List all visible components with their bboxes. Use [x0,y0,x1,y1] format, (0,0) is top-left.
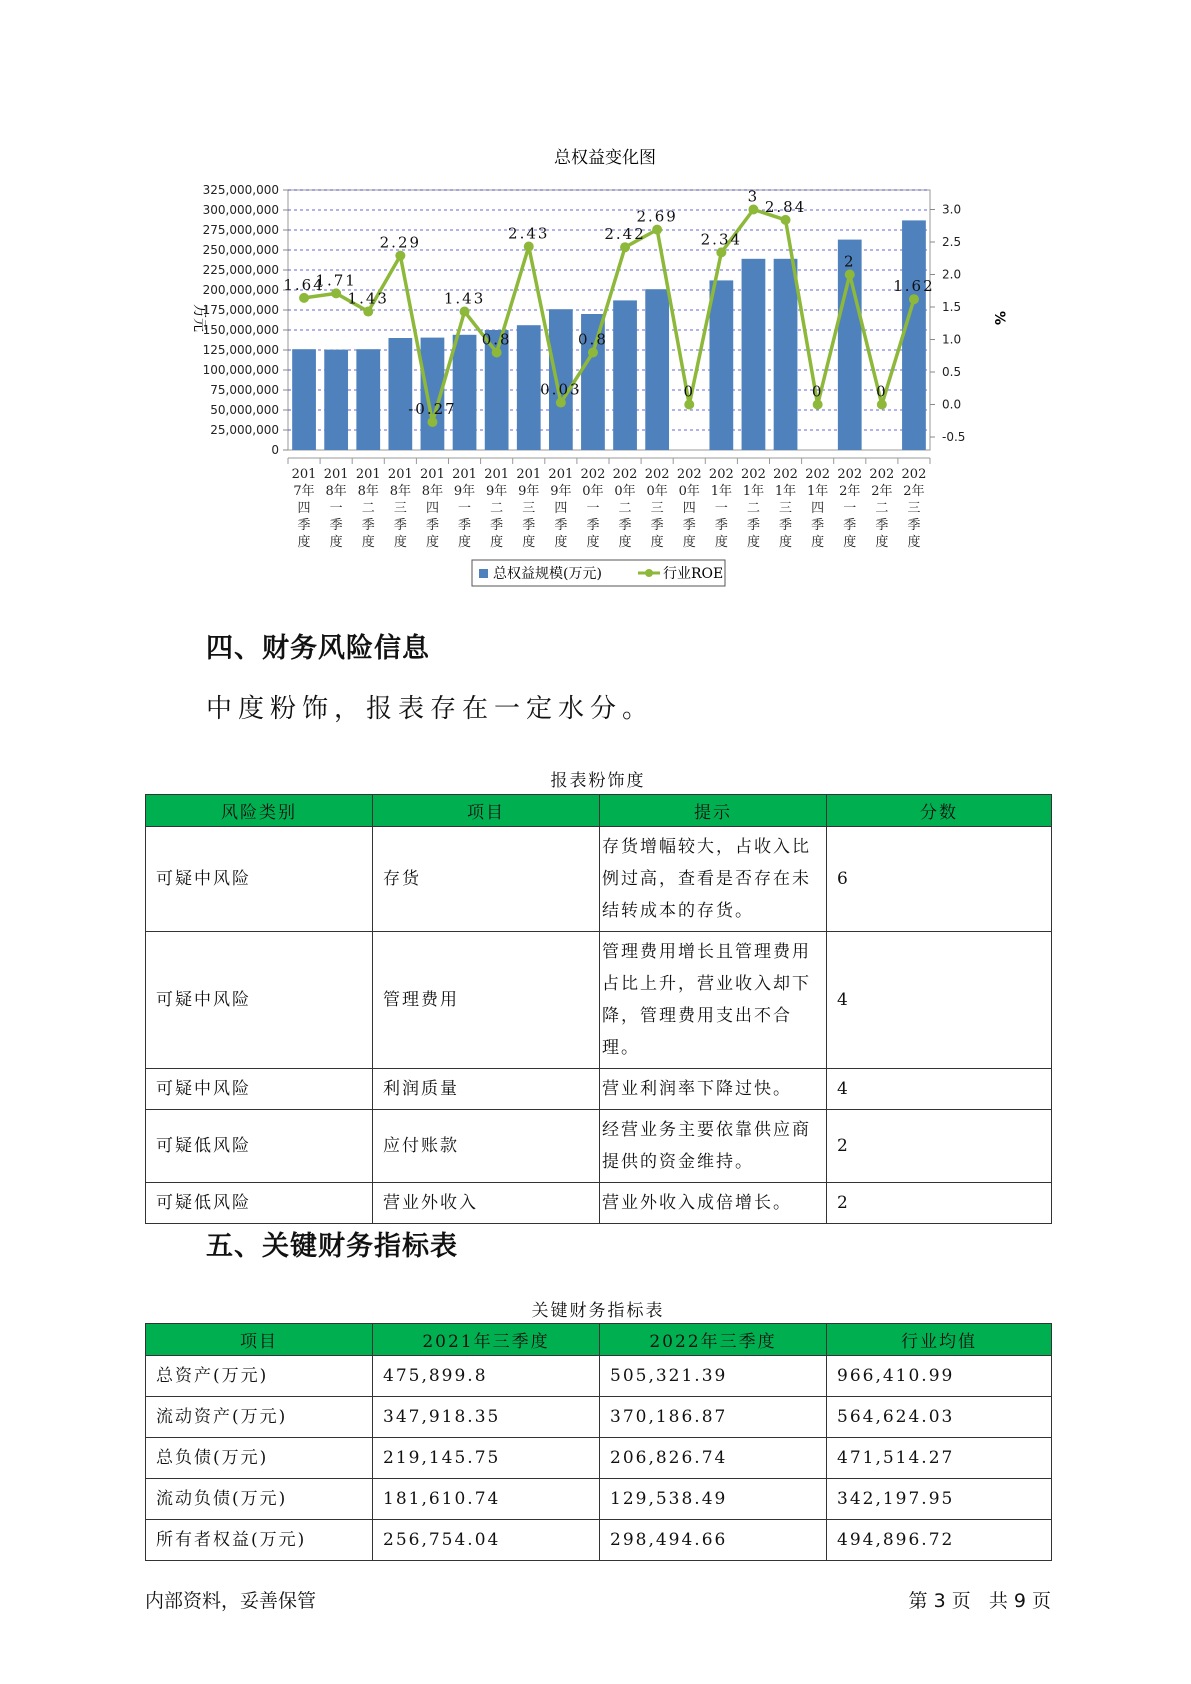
roe-data-label: 2.84 [764,197,807,216]
x-tick-label: 201 [516,467,542,482]
x-tick-label: 一 [843,501,857,516]
risk-table-cell: 可疑中风险 [146,827,373,932]
risk-table-header-cell: 提示 [600,795,827,827]
roe-data-label: 1.62 [893,277,935,296]
roe-point [620,242,630,252]
roe-data-label: 1.64 [283,275,325,294]
roe-data-label: 0 [811,382,824,401]
roe-data-label: 0 [876,382,888,401]
x-tick-label: 201 [323,467,349,482]
x-tick-label: 度 [746,535,760,550]
chart-title: 总权益变化图 [554,148,656,168]
roe-point [813,400,823,410]
x-tick-label: 度 [843,535,857,550]
bar [709,280,733,450]
kpi-table-cell: 494,896.72 [827,1520,1052,1561]
kpi-table-row [146,1520,1052,1561]
roe-point [492,348,502,358]
roe-point [716,247,726,257]
kpi-table-header [146,1324,1052,1356]
risk-table-cell: 2 [827,1110,1052,1183]
y2-tick-label: 3.0 [942,202,962,217]
roe-point [684,400,694,410]
x-tick-label: 季 [779,518,793,533]
bar [388,338,412,450]
kpi-table-cell: 129,538.49 [600,1479,827,1520]
x-tick-label: 季 [586,518,600,533]
x-tick-label: 度 [393,535,407,550]
x-tick-label: 一 [586,501,600,516]
x-tick-label: 度 [907,535,921,550]
risk-table-row [146,932,1052,1069]
risk-table-cell: 经营业务主要依靠供应商提供的资金维持。 [600,1110,827,1183]
kpi-table-cell: 总资产(万元) [146,1356,373,1397]
roe-point [524,242,534,252]
risk-summary: 中度粉饰，报表存在一定水分。 [206,694,655,724]
x-tick-label: 1年 [774,484,797,499]
x-tick-label: 季 [843,518,857,533]
bar [774,259,798,450]
roe-data-label: 0 [683,382,696,401]
x-tick-label: 四 [554,501,568,516]
kpi-table-cell: 347,918.35 [373,1397,600,1438]
x-tick-label: 季 [907,518,921,533]
x-tick-label: 2年 [839,484,861,499]
x-tick-label: 1年 [807,484,829,499]
x-tick-label: 201 [484,467,510,482]
x-tick-label: 一 [329,501,343,516]
x-tick-label: 季 [811,518,825,533]
x-tick-label: 度 [586,535,600,550]
kpi-table-row [146,1356,1052,1397]
x-tick-label: 202 [805,467,831,482]
x-tick-label: 度 [522,535,536,550]
risk-table-cell: 管理费用增长且管理费用占比上升，营业收入却下降，管理费用支出不合理。 [600,932,827,1069]
y-tick-label: 275,000,000 [202,223,279,237]
y-axis-label: 万元 [191,304,207,332]
roe-point [363,307,373,317]
x-tick-label: 季 [490,518,504,533]
x-tick-label: 季 [618,518,632,533]
kpi-table-cell: 181,610.74 [373,1479,600,1520]
roe-point [652,225,662,235]
roe-point [781,215,791,225]
x-tick-label: 度 [682,535,696,550]
kpi-table-row [146,1438,1052,1479]
risk-table-row [146,1183,1052,1224]
y2-tick-label: 1.5 [942,300,962,314]
legend-line-label: 行业ROE [663,566,724,582]
x-tick-label: 季 [458,518,472,533]
x-tick-label: 201 [420,467,445,482]
risk-table-cell: 6 [827,827,1052,932]
x-tick-label: 0年 [614,484,636,499]
y-tick-label: 250,000,000 [202,243,279,257]
kpi-table-cell: 流动资产(万元) [146,1397,373,1438]
bar [613,300,637,450]
x-tick-label: 度 [714,535,728,550]
footer-confidential: 内部资料，妥善保管 [145,1590,317,1612]
x-tick-label: 201 [291,467,317,482]
y-tick-label: 75,000,000 [210,383,279,397]
risk-table [145,794,1052,1224]
x-tick-label: 三 [779,501,793,516]
risk-table-header-cell: 风险类别 [146,795,373,827]
x-tick-label: 201 [387,467,413,482]
x-tick-label: 202 [741,467,766,482]
x-tick-label: 度 [458,535,472,550]
bar [356,349,380,450]
bar [292,349,316,450]
x-tick-label: 度 [425,535,439,550]
x-tick-label: 二 [746,501,760,516]
risk-table-cell: 营业利润率下降过快。 [600,1069,827,1110]
kpi-table-cell: 流动负债(万元) [146,1479,373,1520]
x-tick-label: 度 [361,535,375,550]
x-tick-label: 9年 [550,484,572,499]
kpi-table-cell: 所有者权益(万元) [146,1520,373,1561]
section4-heading: 四、财务风险信息 [206,633,430,664]
roe-data-label: 1.43 [347,289,389,308]
risk-table-cell: 4 [827,1069,1052,1110]
y-tick-label: 0 [271,443,279,457]
kpi-table-cell: 370,186.87 [600,1397,827,1438]
x-tick-label: 201 [355,467,381,482]
roe-point [299,293,309,303]
x-tick-label: 一 [458,501,472,516]
roe-data-label: 0.03 [540,380,582,399]
bar [517,325,541,450]
roe-point [877,400,887,410]
y-tick-label: 325,000,000 [202,183,279,197]
y-tick-label: 50,000,000 [210,403,279,417]
y-tick-label: 225,000,000 [202,263,279,277]
x-tick-label: 季 [361,518,375,533]
x-tick-label: 2年 [903,484,925,499]
x-tick-label: 9年 [486,484,508,499]
x-tick-label: 季 [682,518,696,533]
x-tick-label: 二 [875,501,889,516]
x-tick-label: 季 [393,518,407,533]
x-tick-label: 度 [650,535,664,550]
roe-point [556,398,566,408]
x-tick-label: 201 [548,467,574,482]
y2-tick-label: 1.0 [942,332,962,347]
x-tick-label: 季 [875,518,889,533]
kpi-table-cell: 564,624.03 [827,1397,1052,1438]
x-tick-label: 202 [773,467,798,482]
x-tick-label: 0年 [582,484,604,499]
risk-table-cell: 4 [827,932,1052,1069]
x-tick-label: 季 [714,518,728,533]
x-tick-label: 度 [329,535,343,550]
roe-point [845,270,855,280]
y-tick-label: 175,000,000 [202,303,279,317]
y-tick-label: 100,000,000 [202,363,279,377]
kpi-table-cell: 471,514.27 [827,1438,1052,1479]
legend-bar-swatch [479,569,488,578]
bar [742,259,766,450]
x-tick-label: 202 [837,467,863,482]
section5-heading: 五、关键财务指标表 [206,1231,458,1262]
kpi-table-cell: 505,321.39 [600,1356,827,1397]
x-tick-label: 202 [901,467,927,482]
kpi-table-cell: 475,899.8 [373,1356,600,1397]
bar [453,335,477,450]
risk-table-row [146,827,1052,932]
x-tick-label: 202 [869,467,895,482]
y2-tick-label: 0.0 [942,397,962,412]
legend-bar-label: 总权益规模(万元) [493,566,602,582]
kpi-table-cell: 总负债(万元) [146,1438,373,1479]
roe-data-label: 2.43 [508,224,550,243]
kpi-table-cell: 256,754.04 [373,1520,600,1561]
y2-axis-label: % [991,310,1007,326]
x-tick-label: 度 [490,535,504,550]
risk-table-cell: 管理费用 [373,932,600,1069]
x-tick-label: 0年 [678,484,700,499]
risk-table-header-cell: 分数 [827,795,1052,827]
roe-data-label: -0.27 [408,400,457,419]
risk-table-cell: 可疑中风险 [146,932,373,1069]
roe-data-label: 3 [747,187,760,206]
risk-table-cell: 可疑低风险 [146,1110,373,1183]
roe-data-label: 2 [843,252,856,271]
y-tick-label: 125,000,000 [202,343,279,357]
kpi-table-caption: 关键财务指标表 [531,1301,665,1321]
roe-point [427,417,437,427]
x-tick-label: 四 [425,501,439,516]
roe-point [588,348,598,358]
kpi-table-header-cell: 2021年三季度 [373,1324,600,1356]
roe-data-label: 1.43 [443,289,486,308]
x-tick-label: 季 [554,518,568,533]
risk-table-cell: 2 [827,1183,1052,1224]
roe-data-label: 1.71 [315,271,357,290]
x-tick-label: 202 [580,467,606,482]
kpi-table [145,1323,1052,1561]
roe-point [748,205,758,215]
risk-table-cell: 营业外收入成倍增长。 [600,1183,827,1224]
roe-data-label: 2.69 [636,207,678,226]
kpi-table-cell: 298,494.66 [600,1520,827,1561]
bar [902,220,926,450]
equity-chart [0,0,1191,600]
risk-table-cell: 存货增幅较大，占收入比例过高，查看是否存在未结转成本的存货。 [600,827,827,932]
risk-table-cell: 可疑中风险 [146,1069,373,1110]
kpi-table-header-cell: 项目 [146,1324,373,1356]
risk-table-caption: 报表粉饰度 [550,771,646,791]
risk-table-row [146,1069,1052,1110]
risk-table-cell: 应付账款 [373,1110,600,1183]
x-tick-label: 季 [329,518,343,533]
bar [324,350,348,450]
risk-table-row [146,1110,1052,1183]
legend-line-marker [645,569,653,577]
x-tick-label: 202 [612,467,638,482]
x-tick-label: 0年 [646,484,668,499]
footer-page-number: 第 3 页 共 9 页 [908,1590,1051,1612]
roe-data-label: 0.8 [481,330,512,349]
x-tick-label: 二 [618,501,632,516]
kpi-table-header-cell: 2022年三季度 [600,1324,827,1356]
x-tick-label: 2年 [871,484,893,499]
x-tick-label: 度 [811,535,825,550]
x-tick-label: 度 [297,535,311,550]
x-tick-label: 三 [907,501,921,516]
risk-table-header [146,795,1052,827]
x-tick-label: 1年 [710,484,732,499]
x-tick-label: 1年 [742,484,765,499]
roe-point [331,288,341,298]
x-tick-label: 三 [522,501,536,516]
y2-tick-label: 2.5 [942,235,962,249]
x-tick-label: 度 [779,535,793,550]
x-tick-label: 8年 [389,484,411,499]
x-tick-label: 度 [554,535,568,550]
x-tick-label: 8年 [325,484,347,499]
risk-table-cell: 营业外收入 [373,1183,600,1224]
x-tick-label: 9年 [453,484,476,499]
x-tick-label: 9年 [518,484,540,499]
x-tick-label: 7年 [293,484,315,499]
kpi-table-row [146,1397,1052,1438]
x-tick-label: 季 [297,518,311,533]
kpi-table-cell: 966,410.99 [827,1356,1052,1397]
x-tick-label: 季 [522,518,536,533]
x-tick-label: 一 [714,501,728,516]
x-tick-label: 201 [452,467,477,482]
roe-point [909,294,919,304]
x-tick-label: 四 [682,501,696,516]
x-tick-label: 二 [361,501,375,516]
x-tick-label: 季 [650,518,664,533]
risk-table-header-cell: 项目 [373,795,600,827]
x-tick-label: 8年 [357,484,379,499]
risk-table-cell: 可疑低风险 [146,1183,373,1224]
roe-data-label: 2.29 [379,233,422,252]
roe-data-label: 0.8 [578,330,608,349]
risk-table-cell: 存货 [373,827,600,932]
bar [645,289,669,450]
y2-tick-label: 0.5 [942,365,962,379]
y2-tick-label: 2.0 [942,267,962,282]
x-tick-label: 8年 [421,484,444,499]
roe-point [460,307,470,317]
kpi-table-cell: 342,197.95 [827,1479,1052,1520]
y-tick-label: 300,000,000 [202,203,279,217]
y-tick-label: 200,000,000 [202,283,279,297]
x-tick-label: 度 [618,535,632,550]
kpi-table-header-cell: 行业均值 [827,1324,1052,1356]
x-tick-label: 三 [393,501,407,516]
x-tick-label: 季 [746,518,760,533]
y2-tick-label: -0.5 [942,430,966,444]
roe-data-label: 2.42 [604,225,646,244]
x-tick-label: 202 [708,467,734,482]
x-tick-label: 202 [676,467,702,482]
y-tick-label: 25,000,000 [210,423,279,437]
roe-point [395,251,405,261]
kpi-table-cell: 206,826.74 [600,1438,827,1479]
kpi-table-cell: 219,145.75 [373,1438,600,1479]
x-tick-label: 202 [644,467,670,482]
x-tick-label: 四 [297,501,311,516]
kpi-table-row [146,1479,1052,1520]
risk-table-cell: 利润质量 [373,1069,600,1110]
y-tick-label: 150,000,000 [202,323,279,337]
x-tick-label: 四 [811,501,825,516]
roe-data-label: 2.34 [700,230,743,249]
x-tick-label: 度 [875,535,889,550]
x-tick-label: 季 [425,518,439,533]
x-tick-label: 三 [650,501,664,516]
x-tick-label: 二 [490,501,504,516]
